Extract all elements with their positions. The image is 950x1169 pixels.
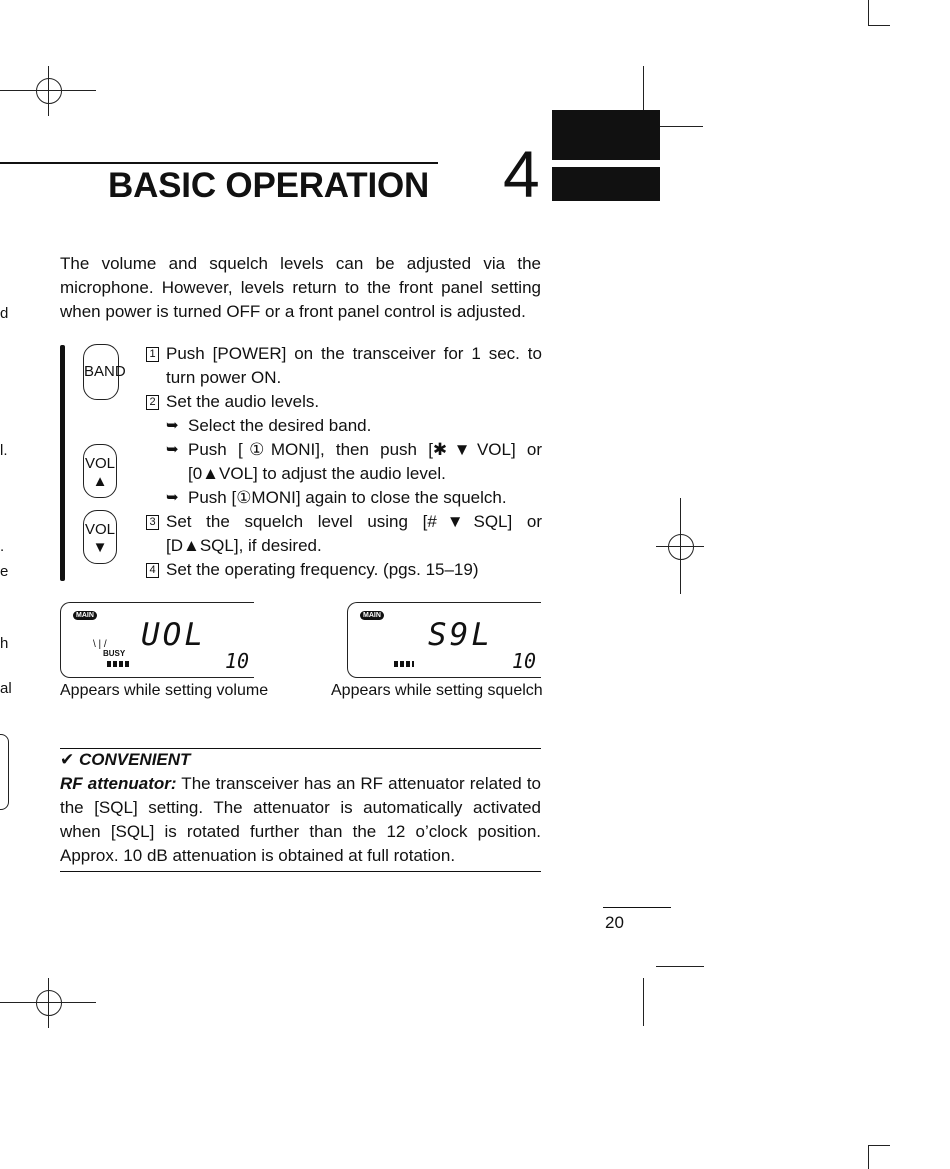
step-list bbox=[146, 342, 542, 582]
step-item bbox=[146, 342, 542, 390]
crop-mark bbox=[868, 1145, 869, 1169]
step-text: Set the operating frequency. (pgs. 15–19) bbox=[166, 560, 479, 579]
step-number: 4 bbox=[146, 563, 159, 578]
registration-mark bbox=[0, 978, 96, 1028]
crop-mark bbox=[868, 0, 869, 25]
convenient-paragraph bbox=[60, 772, 541, 868]
lcd-display-volume bbox=[60, 602, 254, 678]
vol-down-key-icon: VOL ▼ bbox=[83, 510, 117, 564]
channel-readout: 10 bbox=[512, 649, 537, 673]
lcd-display-squelch bbox=[347, 602, 541, 678]
band-key-icon: BAND bbox=[83, 344, 119, 400]
channel-readout: 10 bbox=[225, 649, 250, 673]
substep-item bbox=[146, 486, 542, 510]
crop-mark bbox=[643, 978, 644, 1026]
arrow-icon: ➥ bbox=[166, 489, 179, 506]
step-number: 2 bbox=[146, 395, 159, 410]
step-number: 3 bbox=[146, 515, 159, 530]
registration-mark bbox=[0, 66, 96, 116]
chapter-tab-lower bbox=[552, 167, 660, 201]
down-arrow-icon: ▼ bbox=[92, 539, 108, 556]
convenient-bottom-rule bbox=[60, 871, 541, 872]
chapter-number: 4 bbox=[503, 137, 540, 211]
page-number-rule bbox=[603, 907, 671, 908]
up-arrow-icon: ▲ bbox=[92, 473, 108, 490]
step-text: Push [POWER] on the transceiver for 1 sec. to turn power ON. bbox=[166, 344, 542, 387]
substep-item bbox=[146, 438, 542, 486]
arrow-icon: ➥ bbox=[166, 417, 179, 434]
title-rule bbox=[0, 162, 438, 164]
margin-box-fragment bbox=[0, 734, 9, 810]
convenient-text: The transceiver has an RF attenuator related to the [SQL] setting. The attenuator is automatically activated when [SQL] is rotated further than the 12 o’clock position. Approx. 10 dB attenuation is obtained at full rotation. bbox=[60, 774, 541, 865]
substep-text: Select the desired band. bbox=[188, 416, 372, 435]
crop-mark bbox=[868, 25, 890, 26]
page-title: BASIC OPERATION bbox=[108, 166, 430, 205]
vol-up-key-icon: VOL ▲ bbox=[83, 444, 117, 498]
step-text: Set the audio levels. bbox=[166, 392, 320, 411]
signal-meter-icon bbox=[107, 661, 131, 667]
margin-fragment: e bbox=[0, 563, 9, 580]
convenient-top-rule bbox=[60, 748, 541, 749]
busy-flash-icon: \ | / bbox=[93, 639, 107, 650]
display-caption: Appears while setting volume bbox=[60, 682, 269, 699]
margin-fragment: l. bbox=[0, 442, 8, 459]
substep-text: Push [①MONI], then push [✱▼VOL] or [0▲VOL] to adjust the audio level. bbox=[188, 440, 542, 483]
substep-item bbox=[146, 414, 542, 438]
crop-mark bbox=[643, 66, 644, 116]
margin-fragment: h bbox=[0, 635, 9, 652]
intro-paragraph: The volume and squelch levels can be adjusted via the microphone. However, levels return to the front panel setting when power is turned OFF or a front panel control is adjusted. bbox=[60, 254, 541, 321]
step-item bbox=[146, 558, 542, 582]
crop-mark bbox=[656, 966, 704, 967]
segment-readout: UOL bbox=[141, 617, 206, 653]
registration-mark bbox=[656, 498, 704, 594]
step-text: Set the squelch level using [#▼SQL] or [D▲SQL], if desired. bbox=[166, 512, 542, 555]
convenient-term: RF attenuator: bbox=[60, 774, 177, 793]
segment-readout: S9L bbox=[428, 617, 493, 653]
chapter-tab-upper bbox=[552, 110, 660, 160]
margin-fragment: d bbox=[0, 305, 9, 322]
display-caption: Appears while setting squelch bbox=[331, 682, 543, 699]
arrow-icon: ➥ bbox=[166, 441, 179, 458]
procedure-bar bbox=[60, 345, 65, 581]
page-number: 20 bbox=[605, 913, 624, 932]
crop-mark bbox=[655, 126, 703, 127]
main-badge: MAIN bbox=[360, 611, 384, 620]
step-number: 1 bbox=[146, 347, 159, 362]
convenient-heading: ✔ CONVENIENT bbox=[60, 750, 191, 769]
step-item bbox=[146, 390, 542, 414]
margin-fragment: al bbox=[0, 680, 12, 697]
margin-fragment: . bbox=[0, 538, 5, 555]
step-item bbox=[146, 510, 542, 558]
main-badge: MAIN bbox=[73, 611, 97, 620]
busy-indicator: BUSY bbox=[103, 649, 126, 658]
substep-text: Push [①MONI] again to close the squelch. bbox=[188, 488, 507, 507]
crop-mark bbox=[868, 1145, 890, 1146]
signal-meter-icon bbox=[394, 661, 414, 667]
